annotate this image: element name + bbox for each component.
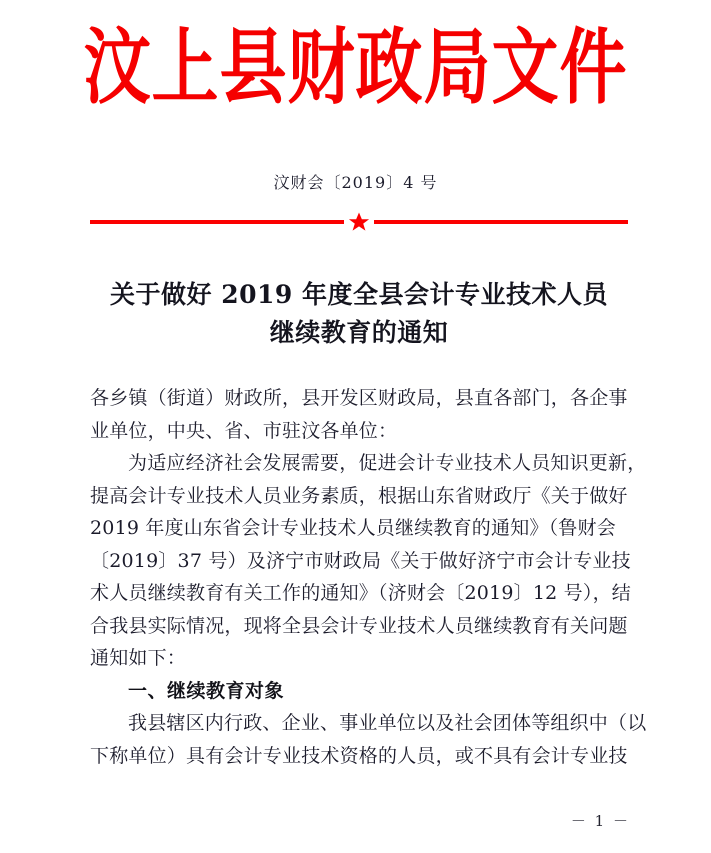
paragraph-line: 提高会计专业技术人员业务素质，根据山东省财政厅《关于做好 (90, 484, 628, 507)
paragraph-line: 我县辖区内行政、企业、事业单位以及社会团体等组织中（以 (128, 712, 647, 734)
section-heading: 一、继续教育对象 (128, 679, 285, 702)
recipient-line: 业单位，中央、省、市驻汶各单位： (90, 419, 398, 442)
masthead (0, 18, 711, 116)
page-title-line-1: 关于做好 2019 年度全县会计专业技术人员 (110, 280, 608, 309)
page-title-line-2: 继续教育的通知 (269, 318, 449, 347)
paragraph-line: 通知如下： (90, 647, 187, 669)
page-number: － 1 － (570, 812, 630, 830)
paragraph-line: 下称单位）具有会计专业技术资格的人员，或不具有会计专业技 (90, 744, 628, 767)
rule-segment-right (374, 220, 628, 224)
masthead-title: 汶上县财政局文件 (83, 18, 628, 116)
rule-segment-left (90, 220, 344, 224)
paragraph-line: 为适应经济社会发展需要，促进会计专业技术人员知识更新， (128, 452, 647, 474)
document-body (90, 382, 647, 772)
recipient-line: 各乡镇（街道）财政所，县开发区财政局，县直各部门，各企事 (90, 387, 628, 409)
red-separator-rule (90, 213, 628, 231)
paragraph-line: 合我县实际情况，现将全县会计专业技术人员继续教育有关问题 (90, 614, 628, 637)
paragraph-line: 〔2019〕37 号）及济宁市财政局《关于做好济宁市会计专业技 (90, 549, 631, 572)
paragraph-line: 2019 年度山东省会计专业技术人员继续教育的通知》（鲁财会 (90, 517, 616, 539)
paragraph-line: 术人员继续教育有关工作的通知》（济财会〔2019〕12 号），结 (90, 582, 631, 604)
red-star-icon (348, 211, 370, 233)
page-title (90, 276, 628, 352)
document-number: 汶财会〔2019〕4 号 (273, 173, 438, 192)
